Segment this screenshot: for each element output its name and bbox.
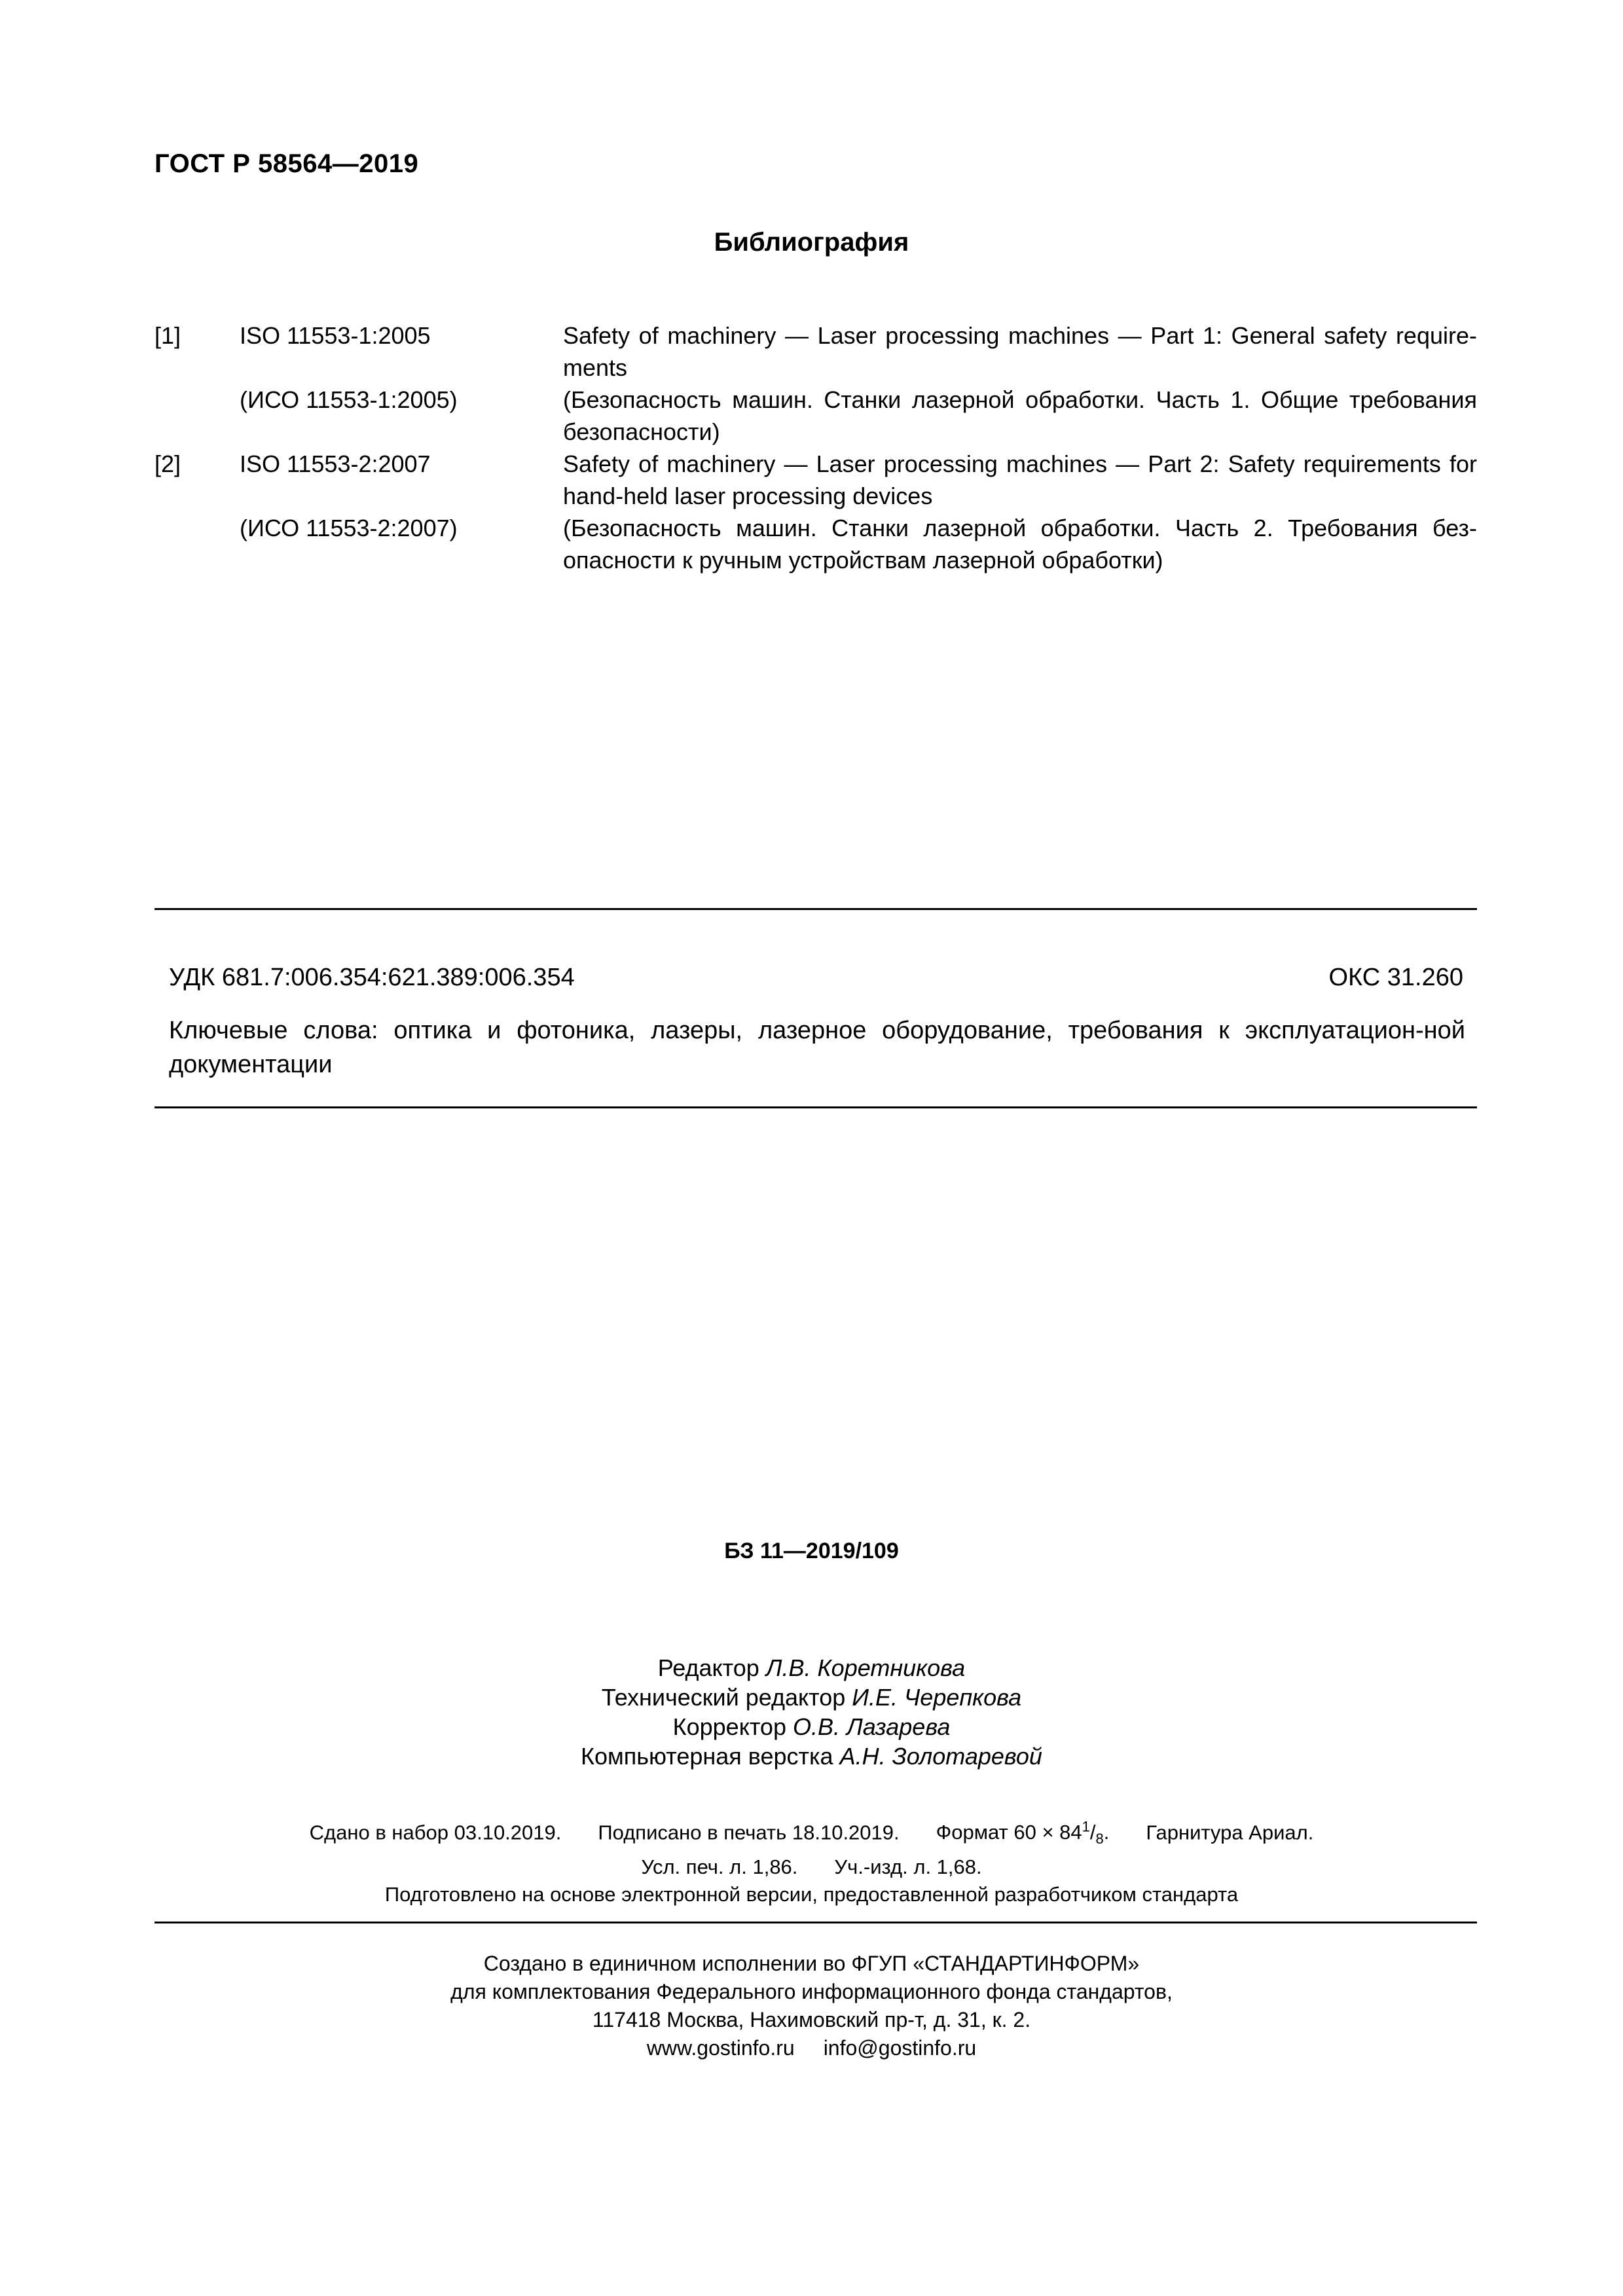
layout-role: Компьютерная верстка [581,1743,833,1770]
paper-format: Формат $60 \times 84^1/_8$. [936,1819,1110,1848]
entry-code: (ИСО 11553-2:2007) [240,515,458,541]
website-link[interactable]: www.gostinfo.ru [646,2036,795,2060]
proofreader-name: О.В. Лазарева [793,1713,951,1740]
layout-line [0,1741,1623,1771]
divider-top [155,908,1477,910]
entry-code: ISO 11553-2:2007 [240,450,431,477]
email-link[interactable]: info@gostinfo.ru [823,2036,977,2060]
entry-number: [2] [155,450,181,477]
bibliography-entry [155,448,1477,512]
publisher-address: 117418 Москва, Нахимовский пр-т, д. 31, к. 2. [592,2008,1031,2032]
bibliography-list [155,319,1477,576]
entry-number: [1] [155,322,181,349]
tech-editor-line [0,1683,1623,1712]
proofreader-role: Корректор [672,1713,786,1740]
udk-code: УДК 681.7:006.354:621.389:006.354 [169,964,575,991]
editor-role: Редактор [657,1654,759,1681]
divider-keywords [155,1106,1477,1108]
publisher-info [0,1950,1623,2062]
entry-code: (ИСО 11553-1:2005) [240,386,458,413]
entry-code: ISO 11553-1:2005 [240,322,431,349]
publisher-line1: Создано в единичном исполнении во ФГУП «СТАНДАРТИНФОРМ» [483,1952,1140,1975]
divider-bottom [155,1922,1477,1923]
editor-line [0,1653,1623,1683]
entry-title: Safety of machinery — Laser processing machines — Part 2: Safety requirements for hand-held laser processing devices [563,450,1477,509]
submitted-date: Сдано в набор 03.10.2019. [309,1821,562,1844]
keywords: Ключевые слова: оптика и фотоника, лазеры, лазерное оборудование, требования к эксплуатацион-ной документации [169,1017,1465,1078]
signed-date: Подписано в печать 18.10.2019. [598,1821,900,1844]
entry-title: Safety of machinery — Laser processing machines — Part 1: General safety require-ments [563,322,1477,381]
bibliography-entry-translation [155,512,1477,576]
bz-number: БЗ 11—2019/109 [724,1539,899,1563]
prepared-note: Подготовлено на основе электронной версии, предоставленной разработчиком стандарта [384,1882,1239,1906]
printed-sheets: Усл. печ. л. 1,86. [641,1855,798,1878]
entry-title: (Безопасность машин. Станки лазерной обработки. Часть 1. Общие требования безопасности) [563,386,1477,445]
oks-code: ОКС 31.260 [1328,964,1463,991]
entry-title: (Безопасность машин. Станки лазерной обработки. Часть 2. Требования без-опасности к ручным устройствам лазерной обработки) [563,515,1477,574]
editor-name: Л.В. Коретникова [765,1654,966,1681]
proofreader-line [0,1712,1623,1741]
layout-name: А.Н. Золотаревой [839,1743,1042,1770]
publisher-sheets: Уч.-изд. л. 1,68. [834,1855,982,1878]
publisher-line2: для комплектования Федерального информационного фонда стандартов, [450,1980,1173,2003]
typeface: Гарнитура Ариал. [1146,1821,1314,1844]
credits-block [0,1653,1623,1771]
print-info [0,1813,1623,1908]
bibliography-entry-translation [155,384,1477,448]
bibliography-title: Библиография [714,228,909,257]
print-info-line2 [0,1853,1623,1881]
print-info-line1 [0,1813,1623,1853]
bibliography-entry [155,319,1477,384]
publisher-contacts [0,2034,1623,2062]
document-code: ГОСТ Р 58564—2019 [155,149,419,178]
tech-editor-role: Технический редактор [601,1684,846,1711]
tech-editor-name: И.Е. Черепкова [852,1684,1022,1711]
